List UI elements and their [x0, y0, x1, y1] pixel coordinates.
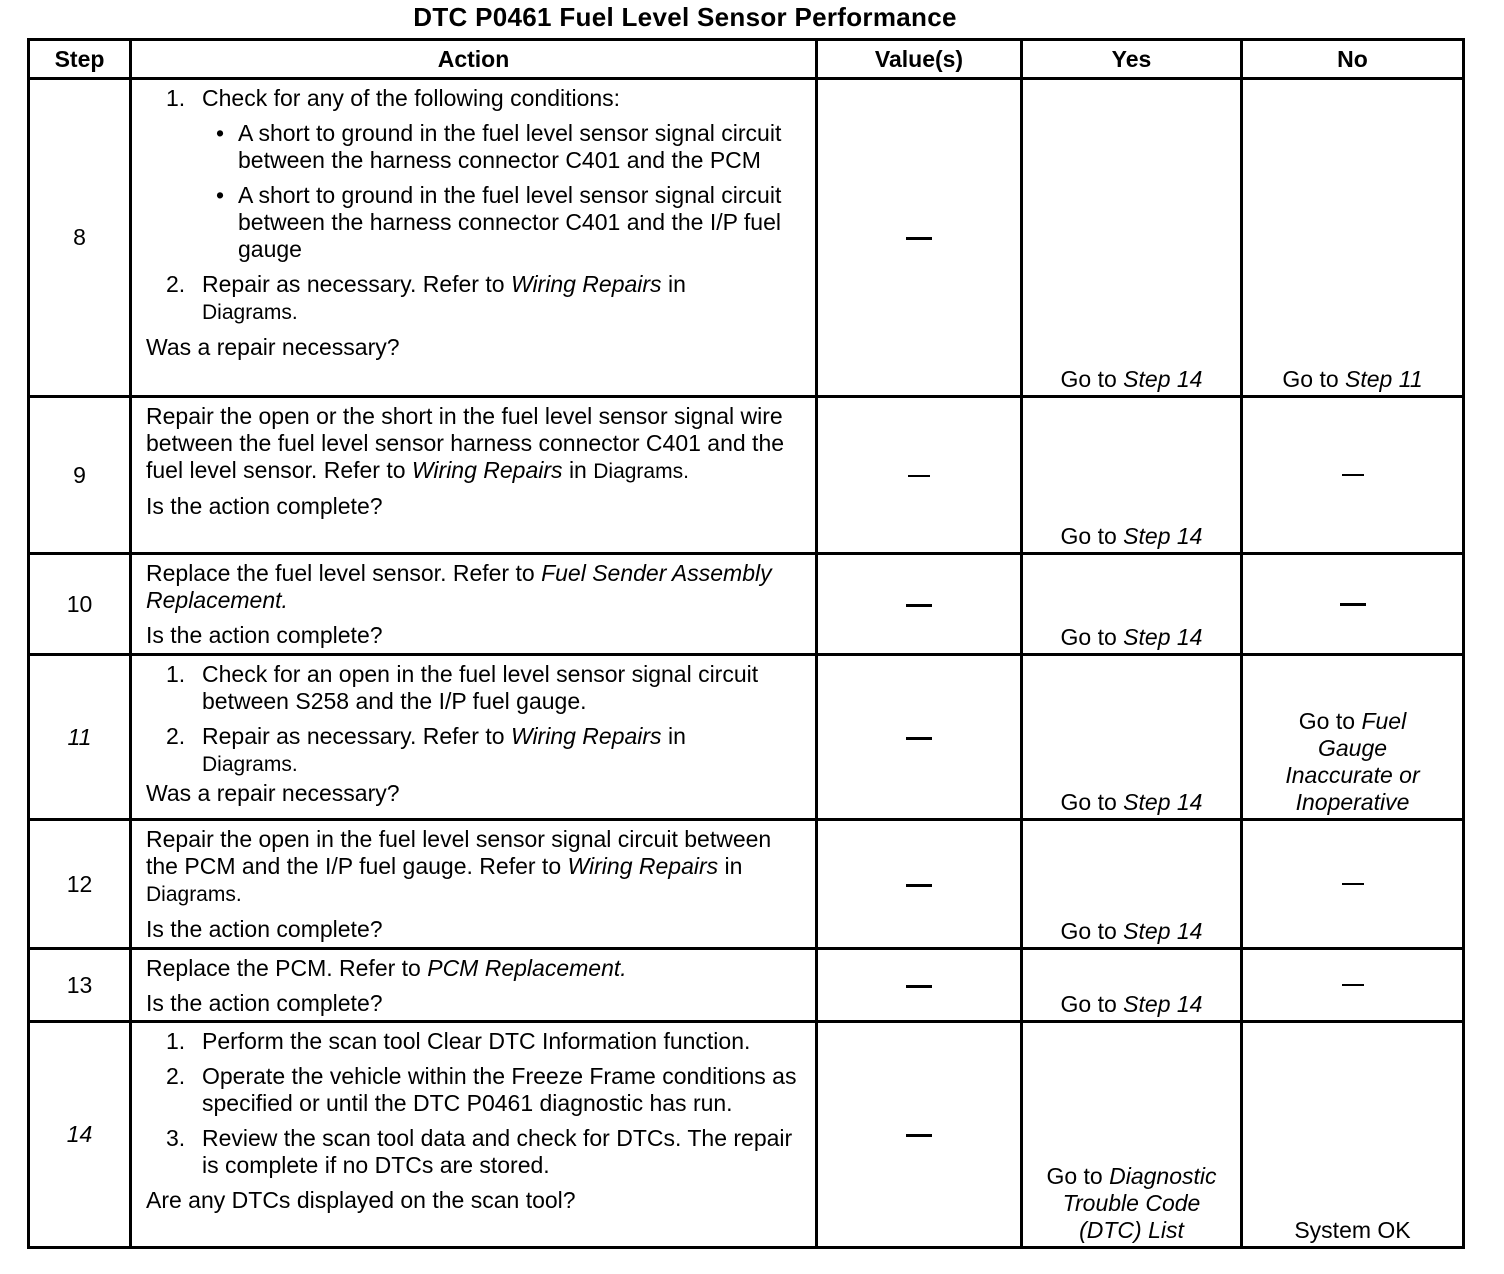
action-cell [131, 949, 817, 1022]
action-question: Is the action complete? [146, 493, 383, 519]
yes-cell: Go to Step 14 [1022, 820, 1242, 949]
action-cell [131, 79, 817, 397]
action-text: Replace the fuel level sensor. Refer to Fuel Sender Assembly Replacement. [146, 560, 772, 613]
action-question: Are any DTCs displayed on the scan tool? [146, 1187, 576, 1213]
yes-cell: Go to Step 14 [1022, 949, 1242, 1022]
goto-link[interactable]: Step 14 [1123, 366, 1203, 392]
value-cell [817, 820, 1022, 949]
no-cell: System OK [1242, 1022, 1464, 1248]
action-item [166, 1063, 805, 1117]
item-text: Perform the scan tool Clear DTC Information function. [202, 1028, 751, 1054]
goto-link[interactable]: Fuel Gauge Inaccurate or Inoperative [1285, 708, 1420, 815]
dash-mark [906, 985, 932, 988]
action-bullet [216, 182, 805, 263]
step-number: 13 [29, 949, 131, 1022]
action-item [166, 1125, 805, 1179]
item-text: Diagrams. [202, 301, 298, 324]
table-row-step-11 [29, 655, 1464, 820]
reference-link[interactable]: PCM Replacement. [427, 955, 627, 981]
item-number: 3. [166, 1125, 186, 1151]
bullet-text: A short to ground in the fuel level sensor signal circuit between the harness connector C401 and the I/P fuel gauge [238, 182, 782, 262]
action-text: Replace the PCM. Refer to PCM Replacement. [146, 955, 627, 981]
value-cell [817, 655, 1022, 820]
reference-link[interactable]: Wiring Repairs [510, 723, 662, 749]
dash-mark [906, 604, 932, 607]
goto-link[interactable]: Diagnostic Trouble Code (DTC) List [1062, 1163, 1217, 1243]
table-row-step-10 [29, 554, 1464, 655]
goto-link[interactable]: Step 14 [1123, 624, 1203, 650]
action-cell [131, 554, 817, 655]
item-text: Operate the vehicle within the Freeze Frame conditions as specified or until the DTC P0461 diagnostic has run. [202, 1063, 797, 1116]
action-item [166, 85, 805, 112]
action-item [166, 1028, 805, 1055]
action-cell [131, 397, 817, 554]
reference-link[interactable]: Wiring Repairs [411, 457, 563, 483]
dash-mark [1342, 883, 1364, 885]
no-cell [1242, 949, 1464, 1022]
yes-cell: Go to Step 14 [1022, 397, 1242, 554]
action-text: Repair the open in the fuel level sensor signal circuit between the PCM and the I/P fuel gauge. Refer to Wiring Repairs in Diagrams. [146, 826, 772, 906]
no-cell [1242, 820, 1464, 949]
action-item: 2. Repair as necessary. Refer to Wiring Repairs in Diagrams. [166, 723, 686, 776]
step-number: 11 [29, 655, 131, 820]
dash-mark [906, 237, 932, 240]
action-item [166, 271, 805, 326]
value-cell [817, 79, 1022, 397]
reference-link[interactable]: Wiring Repairs [567, 853, 719, 879]
table-header-row [29, 40, 1464, 79]
reference-link[interactable]: Fuel Sender Assembly Replacement. [146, 560, 772, 613]
table-row-step-8 [29, 79, 1464, 397]
dash-mark [1342, 474, 1364, 476]
goto-link[interactable]: Step 11 [1345, 366, 1423, 392]
table-row-step-12 [29, 820, 1464, 949]
step-number: 10 [29, 554, 131, 655]
dash-mark [906, 884, 932, 887]
yes-cell: Go to Step 14 [1022, 554, 1242, 655]
yes-cell: Go to Diagnostic Trouble Code (DTC) List [1022, 1022, 1242, 1248]
no-cell: Go to Step 11 [1242, 79, 1464, 397]
item-number: 1. [166, 661, 186, 687]
item-text: in [667, 271, 686, 297]
step-number: 12 [29, 820, 131, 949]
header-yes: Yes [1022, 40, 1242, 79]
header-action: Action [131, 40, 817, 79]
action-cell [131, 655, 817, 820]
action-cell [131, 820, 817, 949]
goto-link[interactable]: Step 14 [1123, 918, 1203, 944]
item-number: 1. [166, 1028, 186, 1054]
action-question: Is the action complete? [146, 622, 383, 648]
item-number: 2. [166, 1063, 186, 1089]
bullet-text: A short to ground in the fuel level sensor signal circuit between the harness connector C401 and the PCM [238, 120, 782, 173]
bullet-mark: • [216, 120, 225, 146]
header-no: No [1242, 40, 1464, 79]
action-cell [131, 1022, 817, 1248]
action-item [166, 661, 805, 715]
value-cell [817, 1022, 1022, 1248]
value-cell [817, 949, 1022, 1022]
goto-link[interactable]: Step 14 [1123, 789, 1203, 815]
value-cell [817, 554, 1022, 655]
bullet-mark: • [216, 182, 225, 208]
value-cell [817, 397, 1022, 554]
goto-link[interactable]: Step 14 [1123, 991, 1203, 1017]
action-text: Repair the open or the short in the fuel level sensor signal wire between the fuel level sensor harness connector C401 and the fuel level sensor. Refer to Wiring Repairs in Diagrams. [146, 403, 785, 483]
step-number: 8 [29, 79, 131, 397]
item-number: 1. [166, 85, 186, 111]
item-number: 2. [166, 723, 186, 749]
yes-cell: Go to Step 14 [1022, 79, 1242, 397]
table-row-step-9 [29, 397, 1464, 554]
yes-cell: Go to Step 14 [1022, 655, 1242, 820]
reference-link[interactable]: Wiring Repairs [510, 271, 662, 297]
action-bullet [216, 120, 805, 174]
no-cell [1242, 554, 1464, 655]
action-question: Was a repair necessary? [146, 780, 400, 806]
item-text: Check for any of the following conditions: [202, 85, 621, 111]
header-step: Step [29, 40, 131, 79]
action-question: Was a repair necessary? [146, 334, 400, 360]
item-number: 2. [166, 271, 186, 297]
item-text: Review the scan tool data and check for DTCs. The repair is complete if no DTCs are stored. [202, 1125, 793, 1178]
dash-mark [908, 475, 930, 477]
dtc-table [27, 38, 1465, 1249]
dash-mark [906, 1134, 932, 1137]
dash-mark [1342, 984, 1364, 986]
table-row-step-14 [29, 1022, 1464, 1248]
header-values: Value(s) [817, 40, 1022, 79]
dash-mark [906, 737, 932, 740]
goto-link[interactable]: Step 14 [1123, 523, 1203, 549]
no-cell: Go to Fuel Gauge Inaccurate or Inoperative [1242, 655, 1464, 820]
step-number: 9 [29, 397, 131, 554]
item-text: Check for an open in the fuel level sensor signal circuit between S258 and the I/P fuel gauge. [202, 661, 759, 714]
action-question: Is the action complete? [146, 916, 383, 942]
table-row-step-13 [29, 949, 1464, 1022]
item-text: Repair as necessary. Refer to [202, 271, 505, 297]
step-number: 14 [29, 1022, 131, 1248]
action-question: Is the action complete? [146, 990, 383, 1016]
page-title: DTC P0461 Fuel Level Sensor Performance [413, 2, 957, 32]
no-cell [1242, 397, 1464, 554]
dash-mark [1340, 603, 1366, 606]
